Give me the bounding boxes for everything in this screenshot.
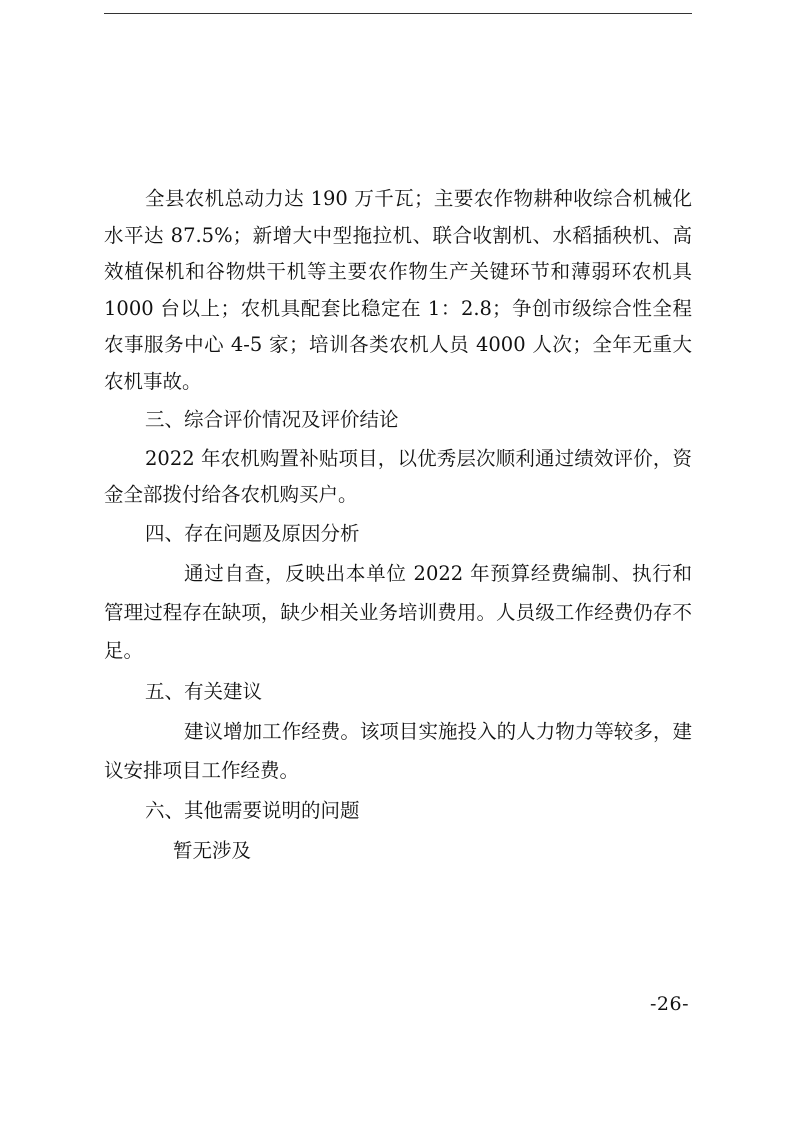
heading-problems-analysis: 四、存在问题及原因分析	[145, 521, 360, 545]
heading-suggestions: 五、有关建议	[145, 679, 263, 703]
header-rule	[104, 13, 692, 14]
document-body	[104, 181, 692, 869]
paragraph-other-notes: 暂无涉及	[173, 838, 252, 862]
paragraph-problems: 通过自查，反映出本单位 2022 年预算经费编制、执行和管理过程存在缺项，缺少相关业务培训费用。人员级工作经费仍存不足。	[104, 562, 692, 662]
heading-evaluation-conclusion: 三、综合评价情况及评价结论	[145, 408, 399, 431]
paragraph-mechanization-targets: 全县农机总动力达 190 万千瓦；主要农作物耕种收综合机械化水平达 87.5%；新增大中型拖拉机、联合收割机、水稻插秧机、高效植保机和谷物烘干机等主要农作物生产关键环节和薄弱环农机具 1000 台以上；农机具配套比稳定在 1：2.8；争创市级综合性全程农事服务中心 4-5 家；培训各类农机人员 4000 人次；全年无重大农机事故。	[104, 187, 692, 393]
page-number: -26-	[649, 993, 689, 1015]
paragraph-suggestions: 建议增加工作经费。该项目实施投入的人力物力等较多，建议安排项目工作经费。	[104, 720, 692, 782]
heading-other-notes: 六、其他需要说明的问题	[145, 799, 360, 822]
paragraph-evaluation-result: 2022 年农机购置补贴项目，以优秀层次顺利通过绩效评价，资金全部拨付给各农机购买户。	[104, 446, 692, 506]
